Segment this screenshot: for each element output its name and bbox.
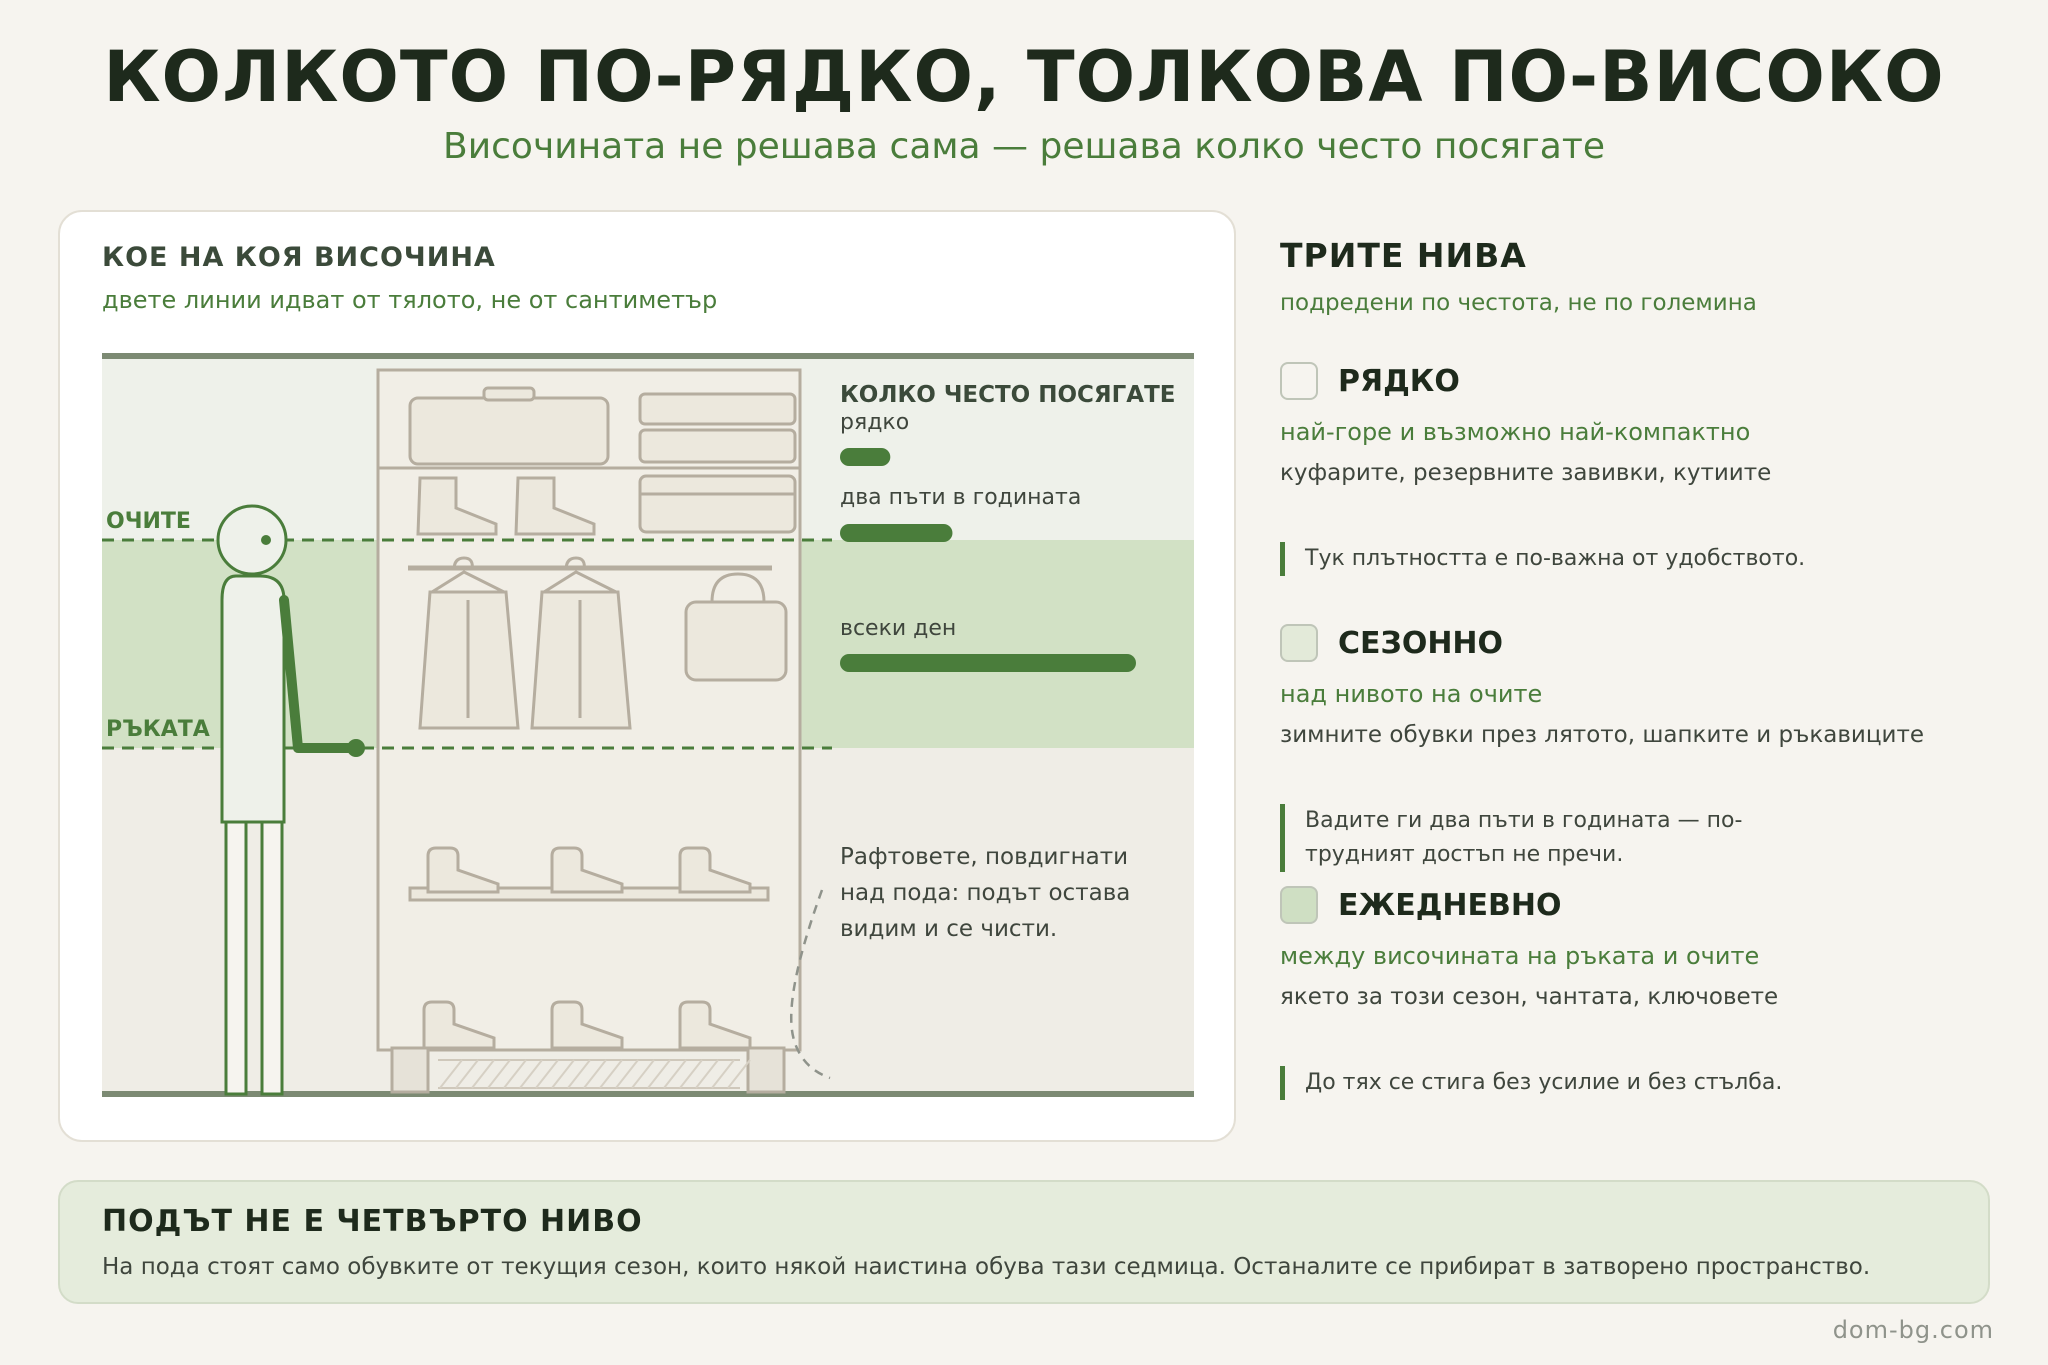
floor-note-box xyxy=(58,1180,1990,1304)
frequency-bar xyxy=(840,524,952,542)
frequency-bar xyxy=(840,448,890,466)
tier-place: най-горе и възможно най-компактно xyxy=(1280,418,1751,446)
tier-items: куфарите, резервните завивки, кутиите xyxy=(1280,460,1772,486)
hand-level-label: РЪКАТА xyxy=(106,717,210,742)
tier-name: СЕЗОННО xyxy=(1338,626,1504,661)
frequency-title: КОЛКО ЧЕСТО ПОСЯГАТЕ xyxy=(840,382,1176,408)
person-leg xyxy=(226,822,246,1094)
box-icon xyxy=(640,476,795,532)
shelf-note-line: видим и се чисти. xyxy=(840,916,1058,942)
eye-dot xyxy=(261,535,271,545)
floor-note-title: ПОДЪТ НЕ Е ЧЕТВЪРТО НИВО xyxy=(102,1204,643,1239)
frequency-label: два пъти в годината xyxy=(840,485,1082,510)
page-subtitle: Височината не решава сама — решава колко често посягате xyxy=(443,126,1605,167)
hand-dot xyxy=(347,739,365,757)
tiers-subtitle: подредени по честота, не по големина xyxy=(1280,290,1757,316)
eye-level-label: ОЧИТЕ xyxy=(106,509,191,534)
diagram-title: КОЕ НА КОЯ ВИСОЧИНА xyxy=(102,242,496,273)
tier-items: якето за този сезон, чантата, ключовете xyxy=(1280,984,1779,1010)
tier-swatch xyxy=(1280,886,1318,924)
person-leg xyxy=(262,822,282,1094)
tier-note: Тук плътността е по-важна от удобството. xyxy=(1280,542,2005,576)
shelf-note-line: Рафтовете, повдигнати xyxy=(840,844,1129,870)
wardrobe xyxy=(378,370,800,1092)
box-icon xyxy=(640,394,795,424)
tier-name: РЯДКО xyxy=(1338,364,1460,399)
tier-items: зимните обувки през лятото, шапките и ръкавиците xyxy=(1280,722,1924,748)
tier-note: До тях се стига без усилие и без стълба. xyxy=(1280,1066,2005,1100)
tier-name: ЕЖЕДНЕВНО xyxy=(1338,888,1562,923)
frequency-label: рядко xyxy=(840,410,910,435)
suitcase-icon xyxy=(410,398,608,464)
wardrobe-leg xyxy=(748,1048,784,1092)
frequency-bar xyxy=(840,654,1136,672)
tier-note: Вадите ги два пъти в годината — по-трудният достъп не пречи. xyxy=(1280,804,1785,872)
wardrobe-leg xyxy=(392,1048,428,1092)
diagram-subtitle: двете линии идват от тялото, не от сантиметър xyxy=(102,286,718,314)
shelf-note-line: над пода: подът остава xyxy=(840,880,1131,906)
tier-place: между височината на ръката и очите xyxy=(1280,942,1760,970)
box-icon xyxy=(640,430,795,462)
site-footer: dom-bg.com xyxy=(1832,1316,1994,1344)
person-body xyxy=(222,576,284,822)
tiers-title: ТРИТЕ НИВА xyxy=(1280,236,1527,275)
bag-icon xyxy=(686,602,786,680)
page-title: КОЛКОТО ПО-РЯДКО, ТОЛКОВА ПО-ВИСОКО xyxy=(103,36,1945,118)
tier-place: над нивото на очите xyxy=(1280,680,1543,708)
person-head xyxy=(218,506,286,574)
frequency-label: всеки ден xyxy=(840,616,957,641)
floor-note-text: На пода стоят само обувките от текущия сезон, които някой наистина обува тази седмица. Останалите се прибират в затворено пространство. xyxy=(102,1254,1871,1280)
tier-swatch xyxy=(1280,362,1318,400)
tier-swatch xyxy=(1280,624,1318,662)
